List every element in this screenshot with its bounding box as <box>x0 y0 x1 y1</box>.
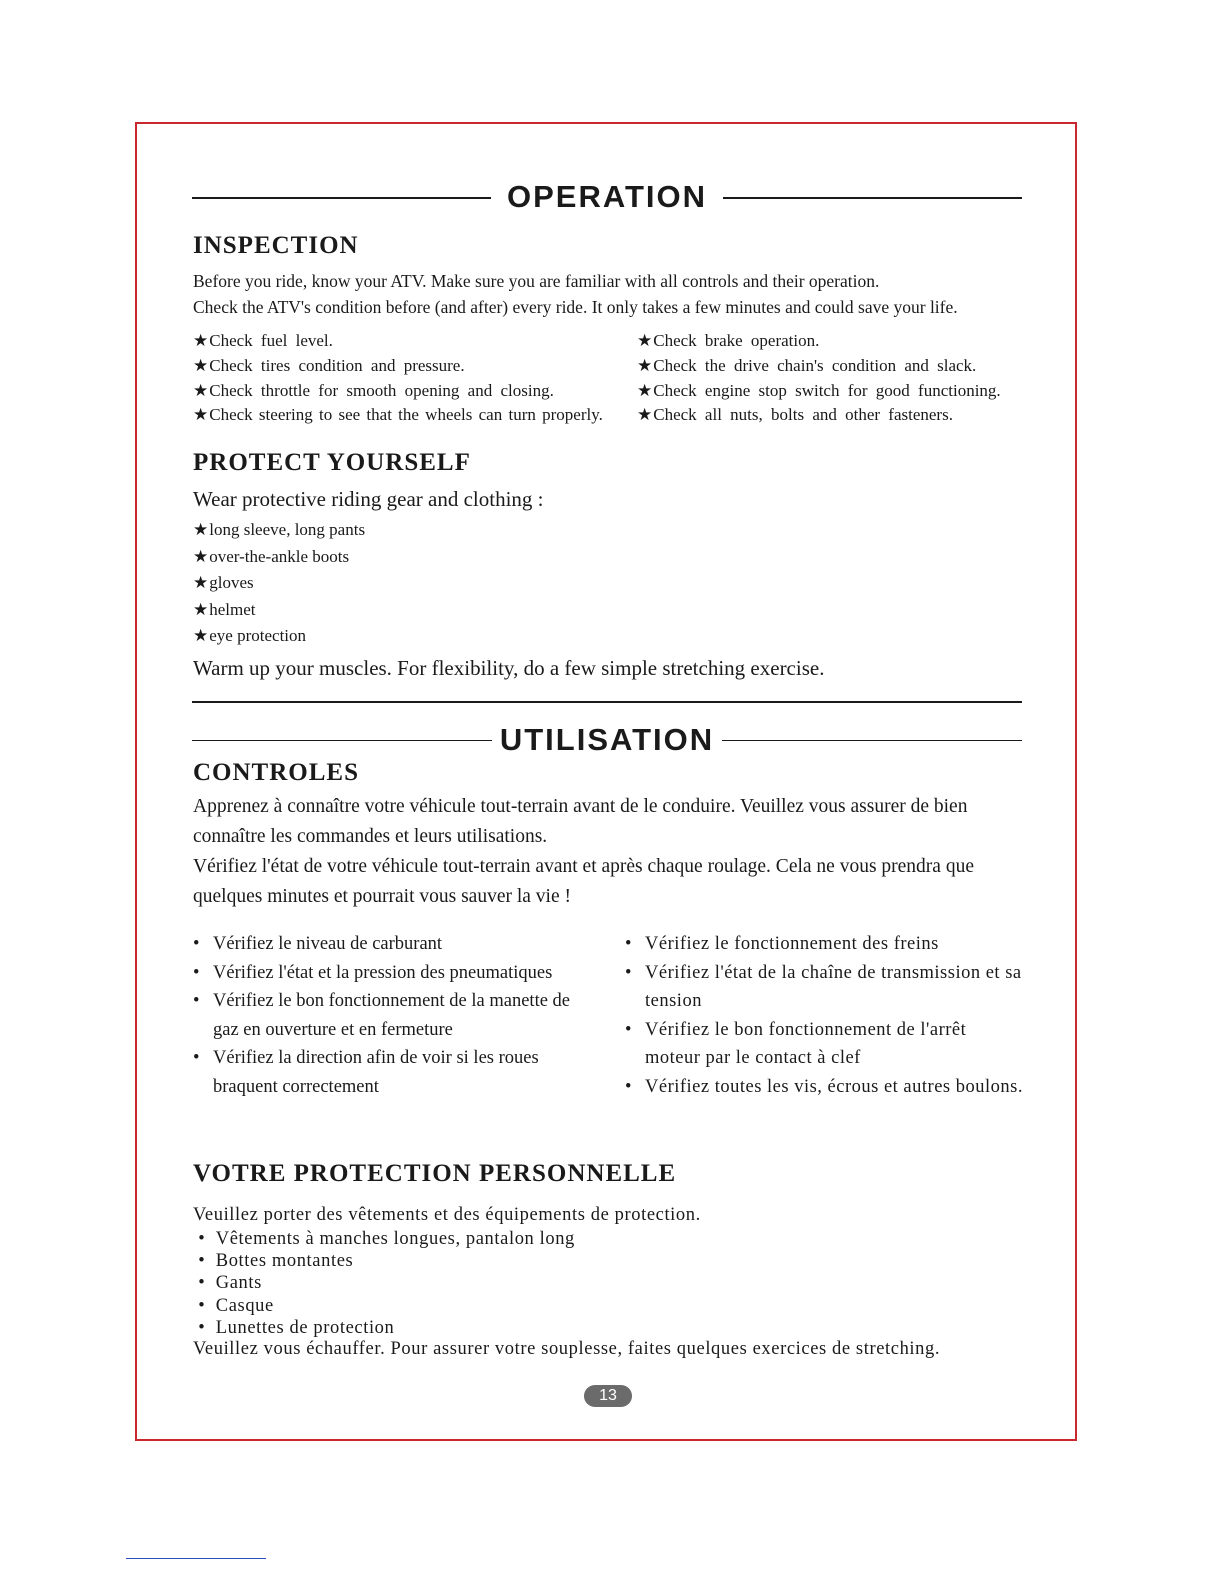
star-icon: ★ <box>193 546 209 567</box>
inspection-heading: INSPECTION <box>193 232 359 259</box>
list-item: ★Check tires condition and pressure. <box>193 355 465 376</box>
protection-heading: VOTRE PROTECTION PERSONNELLE <box>193 1160 677 1187</box>
bullet-icon: • <box>193 934 200 954</box>
footer-underline <box>126 1558 266 1559</box>
bullet-icon: • <box>198 1251 206 1272</box>
protect-warmup: Warm up your muscles. For flexibility, do a few simple stretching exercise. <box>193 656 825 680</box>
protect-intro: Wear protective riding gear and clothing : <box>193 487 544 511</box>
star-icon: ★ <box>193 380 209 401</box>
list-item: ★gloves <box>193 573 254 594</box>
list-item: ★Check steering to see that the wheels can turn properly. <box>193 405 603 426</box>
bullet-icon: • <box>193 991 200 1012</box>
bullet-icon: • <box>198 1295 206 1316</box>
star-icon: ★ <box>193 405 209 426</box>
utilisation-banner <box>192 720 1022 760</box>
controles-para1-line1: Apprenez à connaître votre véhicule tout-terrain avant de le conduire. Veuillez vous assurer de bien <box>193 796 968 817</box>
list-item: • Vérifiez l'état de la chaîne de transmission et sa tension <box>625 959 1025 1016</box>
list-item: • Vérifiez l'état et la pression des pneumatiques <box>193 959 603 988</box>
controles-para2-line1: Vérifiez l'état de votre véhicule tout-terrain avant et après chaque roulage. Cela ne vous prendra que <box>193 856 974 877</box>
star-icon: ★ <box>193 355 209 376</box>
list-item: • Gants <box>198 1273 262 1294</box>
list-item: • Vérifiez la direction afin de voir si les roues braquent correctement <box>193 1044 603 1101</box>
star-icon: ★ <box>193 626 209 647</box>
list-item: • Vêtements à manches longues, pantalon long <box>198 1229 575 1249</box>
protection-warmup: Veuillez vous échauffer. Pour assurer votre souplesse, faites quelques exercices de stretching. <box>193 1339 941 1359</box>
protection-items <box>193 1228 575 1339</box>
operation-title: OPERATION <box>491 179 723 214</box>
list-item: ★Check engine stop switch for good functioning. <box>637 380 1001 401</box>
bullet-icon: • <box>625 1019 632 1040</box>
protect-heading: PROTECT YOURSELF <box>193 449 471 476</box>
list-item: ★eye protection <box>193 626 307 647</box>
star-icon: ★ <box>637 355 653 376</box>
star-icon: ★ <box>193 520 209 540</box>
list-item: • Vérifiez le niveau de carburant <box>193 930 603 959</box>
list-item: • Vérifiez le bon fonctionnement de l'arrêt moteur par le contact à clef <box>625 1016 1025 1073</box>
list-item: ★Check the drive chain's condition and slack. <box>637 355 977 376</box>
operation-banner <box>192 177 1022 217</box>
list-item: ★Check all nuts, bolts and other fasteners. <box>637 405 953 426</box>
star-icon: ★ <box>637 331 653 351</box>
bullet-icon: • <box>193 1048 200 1069</box>
controles-heading: CONTROLES <box>193 759 359 786</box>
controles-checks-left <box>193 930 603 1102</box>
controles-checks-right <box>625 930 1025 1102</box>
list-item: • Bottes montantes <box>198 1251 354 1272</box>
bullet-icon: • <box>198 1229 206 1249</box>
bullet-icon: • <box>198 1317 206 1338</box>
protection-intro: Veuillez porter des vêtements et des équipements de protection. <box>193 1205 701 1225</box>
bullet-icon: • <box>198 1273 206 1294</box>
list-item: • Vérifiez le fonctionnement des freins <box>625 930 1025 959</box>
bullet-icon: • <box>625 934 632 954</box>
list-item: ★Check throttle for smooth opening and closing. <box>193 380 554 401</box>
bullet-icon: • <box>625 962 632 983</box>
inspection-line-1: Before you ride, know your ATV. Make sure you are familiar with all controls and their operation. <box>193 271 880 291</box>
bullet-icon: • <box>193 962 200 983</box>
list-item: • Lunettes de protection <box>198 1317 395 1338</box>
bullet-icon: • <box>625 1076 632 1097</box>
star-icon: ★ <box>193 599 209 620</box>
list-item: • Casque <box>198 1295 274 1316</box>
utilisation-title: UTILISATION <box>492 722 722 757</box>
protect-gear-list <box>193 517 365 650</box>
star-icon: ★ <box>193 573 209 594</box>
list-item: ★over-the-ankle boots <box>193 546 350 567</box>
list-item: ★Check brake operation. <box>637 331 820 351</box>
section-divider <box>192 701 1022 703</box>
page-number-badge: 13 <box>584 1385 632 1407</box>
list-item: ★Check fuel level. <box>193 331 333 351</box>
inspection-checks-left <box>193 329 603 428</box>
list-item: • Vérifiez toutes les vis, écrous et autres boulons. <box>625 1073 1025 1102</box>
star-icon: ★ <box>193 331 209 351</box>
star-icon: ★ <box>637 380 653 401</box>
list-item: ★long sleeve, long pants <box>193 520 366 540</box>
list-item: • Vérifiez le bon fonctionnement de la manette de gaz en ouverture et en fermeture <box>193 987 603 1044</box>
inspection-line-2: Check the ATV's condition before (and after) every ride. It only takes a few minutes and could save your life. <box>193 297 958 317</box>
controles-para1-line2: connaître les commandes et leurs utilisations. <box>193 826 548 847</box>
controles-para2-line2: quelques minutes et pourrait vous sauver la vie ! <box>193 886 571 907</box>
star-icon: ★ <box>637 405 653 426</box>
list-item: ★helmet <box>193 599 256 620</box>
inspection-checks-right <box>637 329 1001 428</box>
